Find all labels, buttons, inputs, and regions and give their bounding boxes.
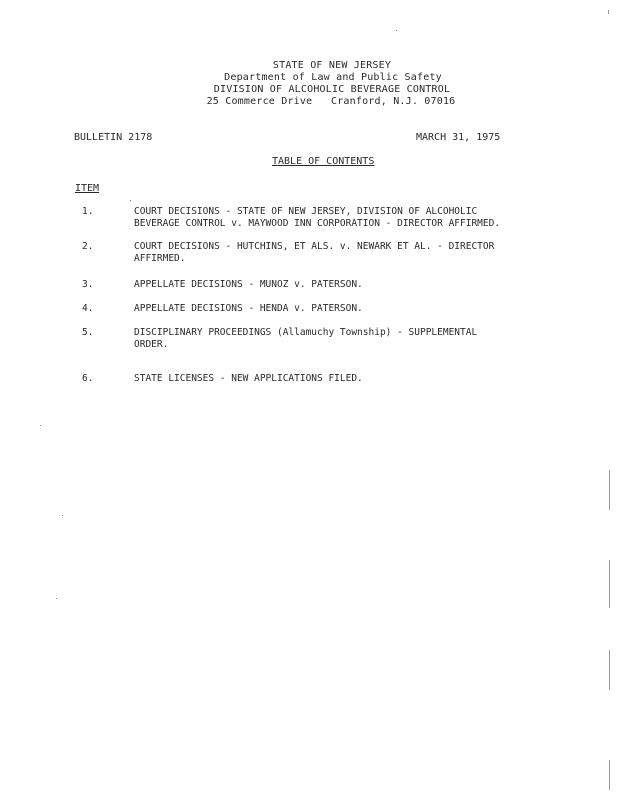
letterhead [0, 60, 618, 108]
item-title-line2: ORDER. [134, 339, 169, 350]
scan-speck [40, 425, 41, 426]
item-title-line1: APPELLATE DECISIONS - MUNOZ v. PATERSON. [134, 279, 363, 290]
item-number: 1. [82, 206, 94, 217]
item-title-line2: AFFIRMED. [134, 253, 186, 264]
scan-edge-mark [609, 650, 610, 690]
item-title-line1: APPELLATE DECISIONS - HENDA v. PATERSON. [134, 303, 363, 314]
item-number: 4. [82, 303, 94, 314]
item-number: 2. [82, 241, 94, 252]
letterhead-division: DIVISION OF ALCOHOLIC BEVERAGE CONTROL [213, 84, 451, 95]
scan-edge-mark [609, 470, 610, 510]
scan-edge-mark [608, 10, 609, 14]
letterhead-department: Department of Law and Public Safety [224, 72, 442, 83]
item-column-header: ITEM [75, 183, 100, 194]
letterhead-state: STATE OF NEW JERSEY [272, 60, 392, 71]
bulletin-date: MARCH 31, 1975 [416, 132, 501, 143]
scan-speck [62, 515, 63, 516]
item-number: 6. [82, 373, 94, 384]
item-title-line1: STATE LICENSES - NEW APPLICATIONS FILED. [134, 373, 363, 384]
scan-speck [130, 200, 131, 201]
table-of-contents-title: TABLE OF CONTENTS [272, 156, 375, 167]
item-number: 3. [82, 279, 94, 290]
item-title-line1: COURT DECISIONS - STATE OF NEW JERSEY, DIVISION OF ALCOHOLIC [134, 206, 478, 217]
scan-edge-mark [609, 760, 610, 790]
item-title-line1: COURT DECISIONS - HUTCHINS, ET ALS. v. NEWARK ET AL. - DIRECTOR [134, 241, 495, 252]
item-number: 5. [82, 327, 94, 338]
scan-speck [56, 598, 57, 599]
item-title-line2: BEVERAGE CONTROL v. MAYWOOD INN CORPORATION - DIRECTOR AFFIRMED. [134, 218, 501, 229]
scan-edge-mark [609, 560, 610, 608]
bulletin-number: BULLETIN 2178 [74, 132, 153, 143]
scan-speck [396, 30, 397, 31]
letterhead-address: 25 Commerce Drive Cranford, N.J. 07016 [206, 96, 456, 107]
item-title-line1: DISCIPLINARY PROCEEDINGS (Allamuchy Township) - SUPPLEMENTAL [134, 327, 478, 338]
